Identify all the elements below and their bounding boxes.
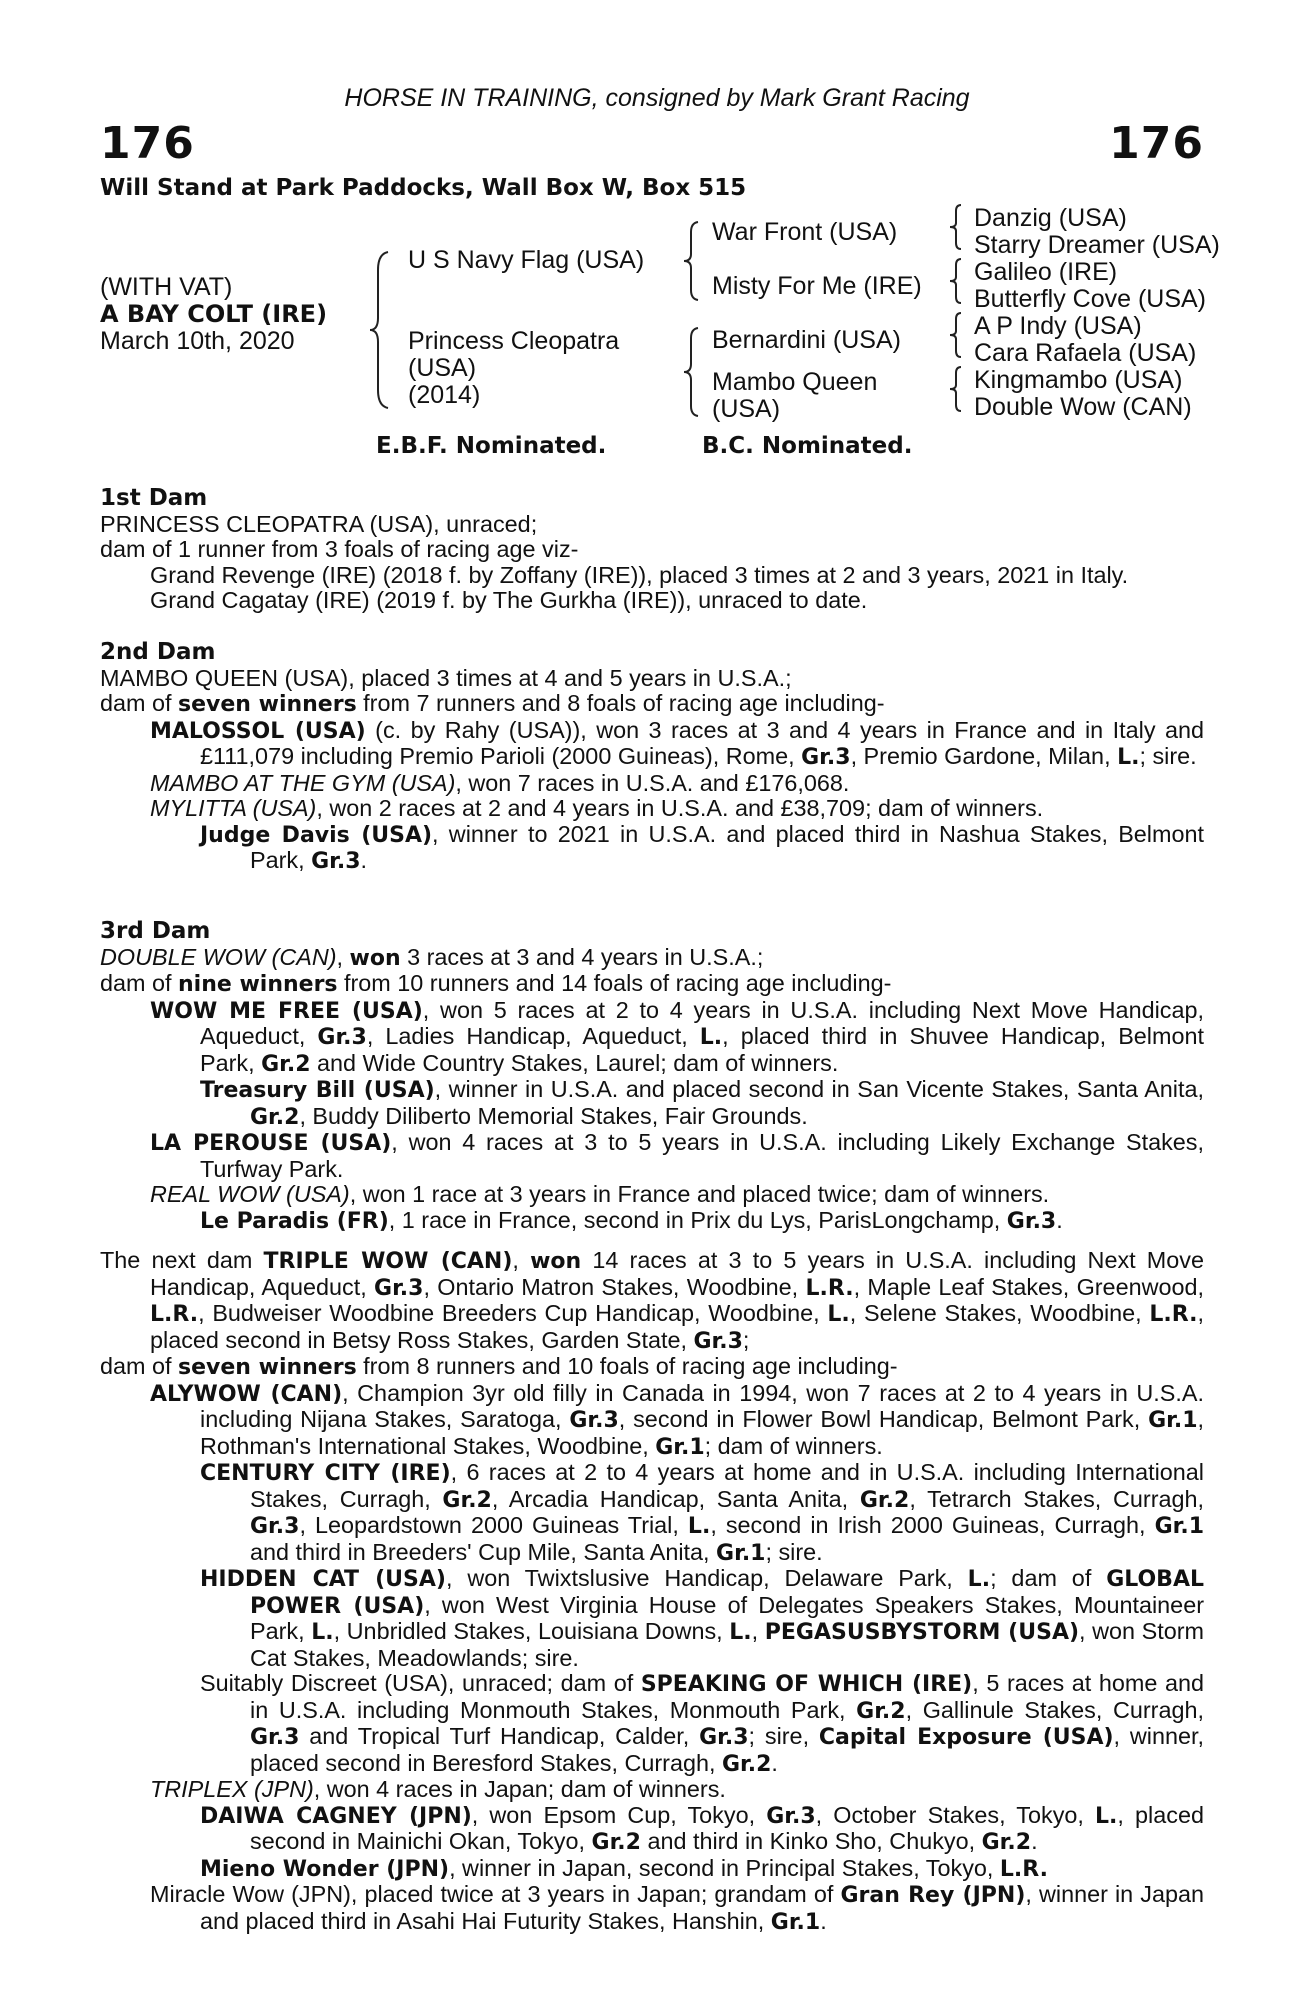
next-dam-produce-line: dam of seven winners from 8 runners and 10 foals of racing age including- (100, 1353, 898, 1380)
dds: Kingmambo (USA) (974, 366, 1183, 394)
foaling-date: March 10th, 2020 (100, 327, 295, 355)
next-dam-section (100, 1248, 1204, 1935)
third-dam-section (100, 919, 1204, 1234)
produce-entry-malossol: MALOSSOL (USA) (c. by Rahy (USA)), won 3 races at 3 and 4 years in France and in Italy and £111,079 including Premio Parioli (2000 Guineas), Rome, Gr.3, Premio Gardone, Milan, L.; sire. (150, 716, 1204, 770)
stand-location: Will Stand at Park Paddocks, Wall Box W, Box 515 (100, 175, 747, 201)
sire-dam-brace (368, 250, 392, 410)
dam-line-1: Princess Cleopatra (408, 327, 620, 355)
brace-2 (948, 257, 964, 305)
ebf-nominated: E.B.F. Nominated. (376, 433, 607, 459)
brace-3 (948, 311, 964, 359)
second-dam-title: 2nd Dam (100, 639, 216, 665)
sire-dam: Misty For Me (IRE) (712, 272, 922, 300)
first-dam-line: PRINCESS CLEOPATRA (USA), unraced; (100, 510, 538, 537)
sds: Galileo (IRE) (974, 258, 1118, 286)
second-dam-section (100, 640, 1204, 875)
second-dam-line: MAMBO QUEEN (USA), placed 3 times at 4 and 5 years in U.S.A.; (100, 664, 792, 691)
produce-entry-la-perouse: LA PEROUSE (USA), won 4 races at 3 to 5 years in U.S.A. including Likely Exchange Stakes, Turfway Park. (150, 1129, 1204, 1182)
dam-line-3: (2014) (408, 381, 481, 409)
first-dam-section (100, 486, 1204, 614)
third-dam-line: DOUBLE WOW (CAN), won 3 races at 3 and 4 years in U.S.A.; (100, 943, 764, 971)
next-dam-paragraph: The next dam TRIPLE WOW (CAN), won 14 races at 3 to 5 years in U.S.A. including Next Move Handicap, Aqueduct, Gr.3, Ontario Matron Stakes, Woodbine, L.R., Maple Leaf Stakes, Greenwood, L.R., Budweiser Woodbine Breeders Cup Handicap, Woodbine, L., Selene Stakes, Woodbine, L.R., placed second in Betsy Ross Stakes, Garden State, Gr.3; (100, 1247, 1205, 1354)
dam-line-2: (USA) (408, 354, 477, 382)
brace-1 (948, 203, 964, 251)
dam-parents-brace (682, 326, 702, 418)
produce-entry-mylitta: MYLITTA (USA), won 2 races at 2 and 4 years in U.S.A. and £38,709; dam of winners. (150, 795, 1044, 821)
sss: Danzig (USA) (974, 204, 1127, 232)
ddd: Double Wow (CAN) (974, 393, 1192, 421)
third-dam-produce-line: dam of nine winners from 10 runners and 14 foals of racing age including- (100, 970, 892, 997)
dam-dam-line-2: (USA) (712, 395, 781, 423)
dam-sire: Bernardini (USA) (712, 326, 901, 354)
produce-item: Grand Revenge (IRE) (2018 f. by Zoffany (IRE)), placed 3 times at 2 and 3 years, 2021 in Italy. (150, 561, 1129, 588)
produce-item: Grand Cagatay (IRE) (2019 f. by The Gurkha (IRE)), unraced to date. (150, 587, 868, 613)
ssd: Starry Dreamer (USA) (974, 231, 1220, 259)
consignment-header: HORSE IN TRAINING, consigned by Mark Grant Racing (344, 84, 970, 112)
produce-entry-wow-me-free: WOW ME FREE (USA), won 5 races at 2 to 4 years in U.S.A. including Next Move Handicap, Aqueduct, Gr.3, Ladies Handicap, Aqueduct, L., placed third in Shuvee Handicap, Belmont Park, Gr.2 and Wide Country Stakes, Laurel; dam of winners. (150, 996, 1205, 1077)
produce-entry-mambo: MAMBO AT THE GYM (USA), won 7 races in U.S.A. and £176,068. (150, 769, 850, 796)
produce-entry-mieno-wonder: Mieno Wonder (JPN), winner in Japan, second in Principal Stakes, Tokyo, L.R. (200, 1854, 1048, 1882)
dam-dam-line-1: Mambo Queen (712, 368, 878, 396)
sire: U S Navy Flag (USA) (408, 246, 645, 274)
produce-entry-daiwa-cagney: DAIWA CAGNEY (JPN), won Epsom Cup, Tokyo, Gr.3, October Stakes, Tokyo, L., placed second in Mainichi Okan, Tokyo, Gr.2 and third in Kinko Sho, Chukyo, Gr.2. (200, 1801, 1204, 1855)
sdd: Butterfly Cove (USA) (974, 285, 1207, 313)
lot-number-right: 176 (1109, 118, 1204, 169)
produce-entry-real-wow: REAL WOW (USA), won 1 race at 3 years in France and placed twice; dam of winners. (150, 1181, 1050, 1207)
brace-4 (948, 365, 964, 413)
produce-entry-suitably-discreet: Suitably Discreet (USA), unraced; dam of SPEAKING OF WHICH (IRE), 5 races at home and in U.S.A. including Monmouth Stakes, Monmouth Park, Gr.2, Gallinule Stakes, Curragh, Gr.3 and Tropical Turf Handicap, Calder, Gr.3; sire, Capital Exposure (USA), winner, placed second in Beresford Stakes, Curragh, Gr.2. (200, 1670, 1205, 1777)
produce-entry-triplex: TRIPLEX (JPN), won 4 races in Japan; dam of winners. (150, 1776, 726, 1802)
produce-entry-treasury-bill: Treasury Bill (USA), winner in U.S.A. and placed second in San Vicente Stakes, Santa Anita, Gr.2, Buddy Diliberto Memorial Stakes, Fair Grounds. (200, 1076, 1205, 1130)
produce-entry-century-city: CENTURY CITY (IRE), 6 races at 2 to 4 years at home and in U.S.A. including International Stakes, Curragh, Gr.2, Arcadia Handicap, Santa Anita, Gr.2, Tetrarch Stakes, Curragh, Gr.3, Leopardstown 2000 Guineas Trial, L., second in Irish 2000 Guineas, Curragh, Gr.1 and third in Breeders' Cup Mile, Santa Anita, Gr.1; sire. (200, 1459, 1205, 1566)
sire-parents-brace (682, 220, 702, 302)
produce-entry-judge-davis: Judge Davis (USA), winner to 2021 in U.S.A. and placed third in Nashua Stakes, Belmont Park, Gr.3. (200, 820, 1205, 874)
horse-name: A BAY COLT (IRE) (100, 300, 328, 328)
third-dam-title: 3rd Dam (100, 918, 211, 944)
bc-nominated: B.C. Nominated. (702, 433, 913, 459)
second-dam-produce-line: dam of seven winners from 7 runners and 8 foals of racing age including- (100, 690, 885, 717)
first-dam-produce-line: dam of 1 runner from 3 foals of racing age viz- (100, 536, 579, 562)
lot-number-left: 176 (100, 118, 195, 169)
produce-entry-miracle-wow: Miracle Wow (JPN), placed twice at 3 years in Japan; grandam of Gran Rey (JPN), winner in Japan and placed third in Asahi Hai Futurity Stakes, Hanshin, Gr.1. (150, 1881, 1204, 1935)
produce-entry-le-paradis: Le Paradis (FR), 1 race in France, second in Prix du Lys, ParisLongchamp, Gr.3. (200, 1206, 1063, 1234)
dss: A P Indy (USA) (974, 312, 1142, 340)
dsd: Cara Rafaela (USA) (974, 339, 1197, 367)
vat-note: (WITH VAT) (100, 273, 233, 301)
first-dam-title: 1st Dam (100, 485, 208, 511)
produce-entry-alywow: ALYWOW (CAN), Champion 3yr old filly in Canada in 1994, won 7 races at 2 to 4 years in U.S.A. including Nijana Stakes, Saratoga, Gr.3, second in Flower Bowl Handicap, Belmont Park, Gr.1, Rothman's International Stakes, Woodbine, Gr.1; dam of winners. (150, 1379, 1205, 1460)
sire-sire: War Front (USA) (712, 218, 898, 246)
produce-entry-hidden-cat: HIDDEN CAT (USA), won Twixtslusive Handicap, Delaware Park, L.; dam of GLOBAL POWER (USA), won West Virginia House of Delegates Speakers Stakes, Mountaineer Park, L., Unbridled Stakes, Louisiana Downs, L., PEGASUSBYSTORM (USA), won Storm Cat Stakes, Meadowlands; sire. (200, 1565, 1204, 1671)
